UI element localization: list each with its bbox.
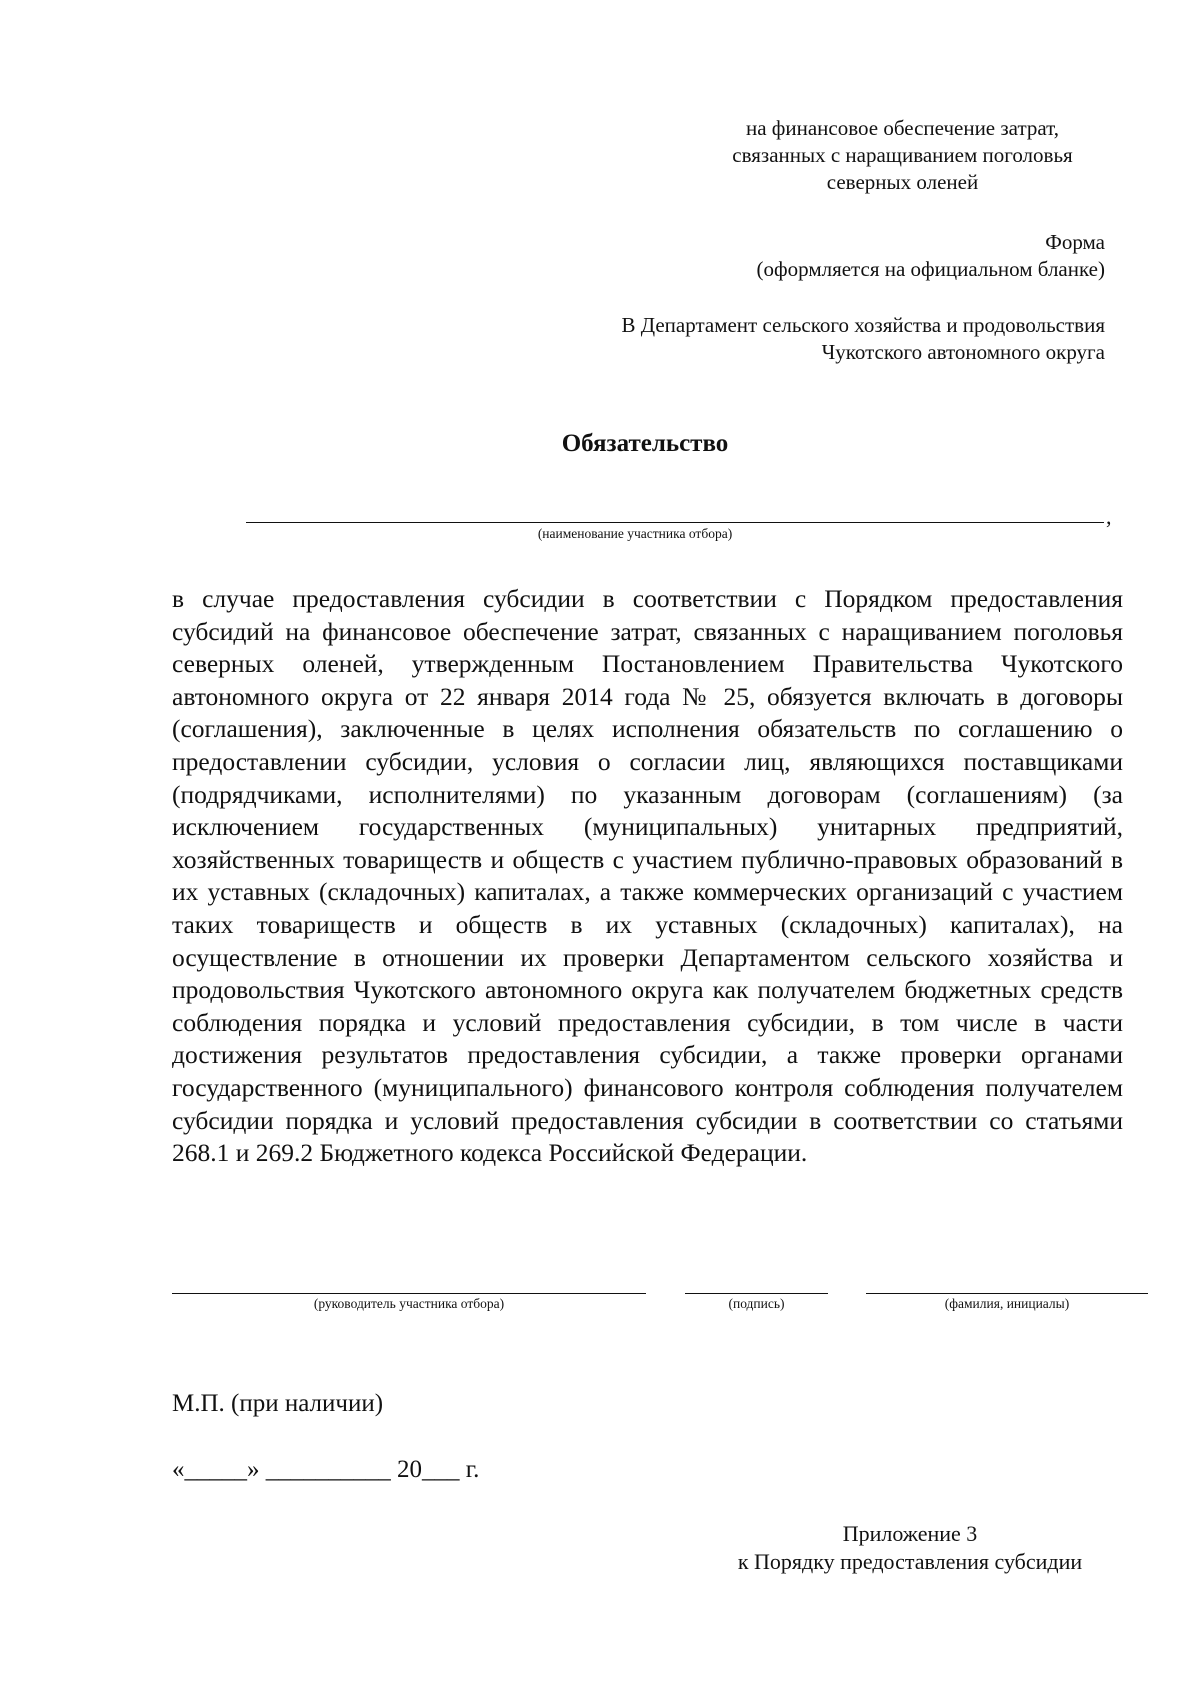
sign-caption: (подпись) <box>728 1296 785 1311</box>
appendix-line-1: Приложение 3 <box>842 1521 978 1546</box>
header-line-3: северных оленей <box>826 170 979 194</box>
form-block <box>600 229 1105 283</box>
participant-comma: , <box>1106 504 1112 529</box>
form-label: Форма <box>1045 230 1105 254</box>
document-title: Обязательство <box>561 430 729 457</box>
form-note: (оформляется на официальном бланке) <box>756 257 1105 281</box>
participant-caption: (наименование участника отбора) <box>537 526 733 541</box>
addressee-line-1: В Департамент сельского хозяйства и продовольствия <box>621 313 1105 337</box>
name-signature-line <box>866 1293 1148 1294</box>
obligation-text: в случае предоставления субсидии в соответствии с Порядком предоставления субсидий на финансовое обеспечение затрат, связанных с наращиванием поголовья северных оленей, утвержденным Постановлением Правительства Чукотского автономного округа от 22 января 2014 года № 25, обязуется включать в договоры (соглашения), заключенные в целях исполнения обязательств по соглашению о предоставлении субсидии, условия о согласии лиц, являющихся поставщиками (подрядчиками, исполнителями) по указанным договорам (соглашениям) (за исключением государственных (муниципальных) унитарных предприятий, хозяйственных товариществ и обществ с участием публично-правовых образований в их уставных (складочных) капиталах, а также коммерческих организаций с участием таких товариществ и обществ в их уставных (складочных) капиталах), на осуществление в отношении их проверки Департаментом сельского хозяйства и продовольствия Чукотского автономного округа как получателем бюджетных средств соблюдения порядка и условий предоставления субсидии, в том числе в части достижения результатов предоставления субсидии, а также проверки органами государственного (муниципального) финансового контроля соблюдения получателем субсидии порядка и условий предоставления субсидии в соответствии со статьями 268.1 и 269.2 Бюджетного кодекса Российской Федерации. <box>172 584 1123 1168</box>
appendix-line-2: к Порядку предоставления субсидии <box>737 1549 1083 1574</box>
addressee-line-2: Чукотского автономного округа <box>821 340 1105 364</box>
head-signature-line <box>172 1293 646 1294</box>
stamp-text: М.П. (при наличии) <box>172 1390 384 1417</box>
name-caption: (фамилия, инициалы) <box>944 1296 1070 1311</box>
participant-name-line <box>246 522 1104 523</box>
appendix-block <box>710 1520 1110 1576</box>
date-line: «_____» __________ 20___ г. <box>172 1456 480 1483</box>
header-line-2: связанных с наращиванием поголовья <box>732 143 1073 167</box>
head-caption: (руководитель участника отбора) <box>313 1296 505 1311</box>
header-block <box>700 115 1105 196</box>
sign-signature-line <box>685 1293 828 1294</box>
addressee-block <box>500 312 1105 366</box>
header-line-1: на финансовое обеспечение затрат, <box>745 116 1060 140</box>
